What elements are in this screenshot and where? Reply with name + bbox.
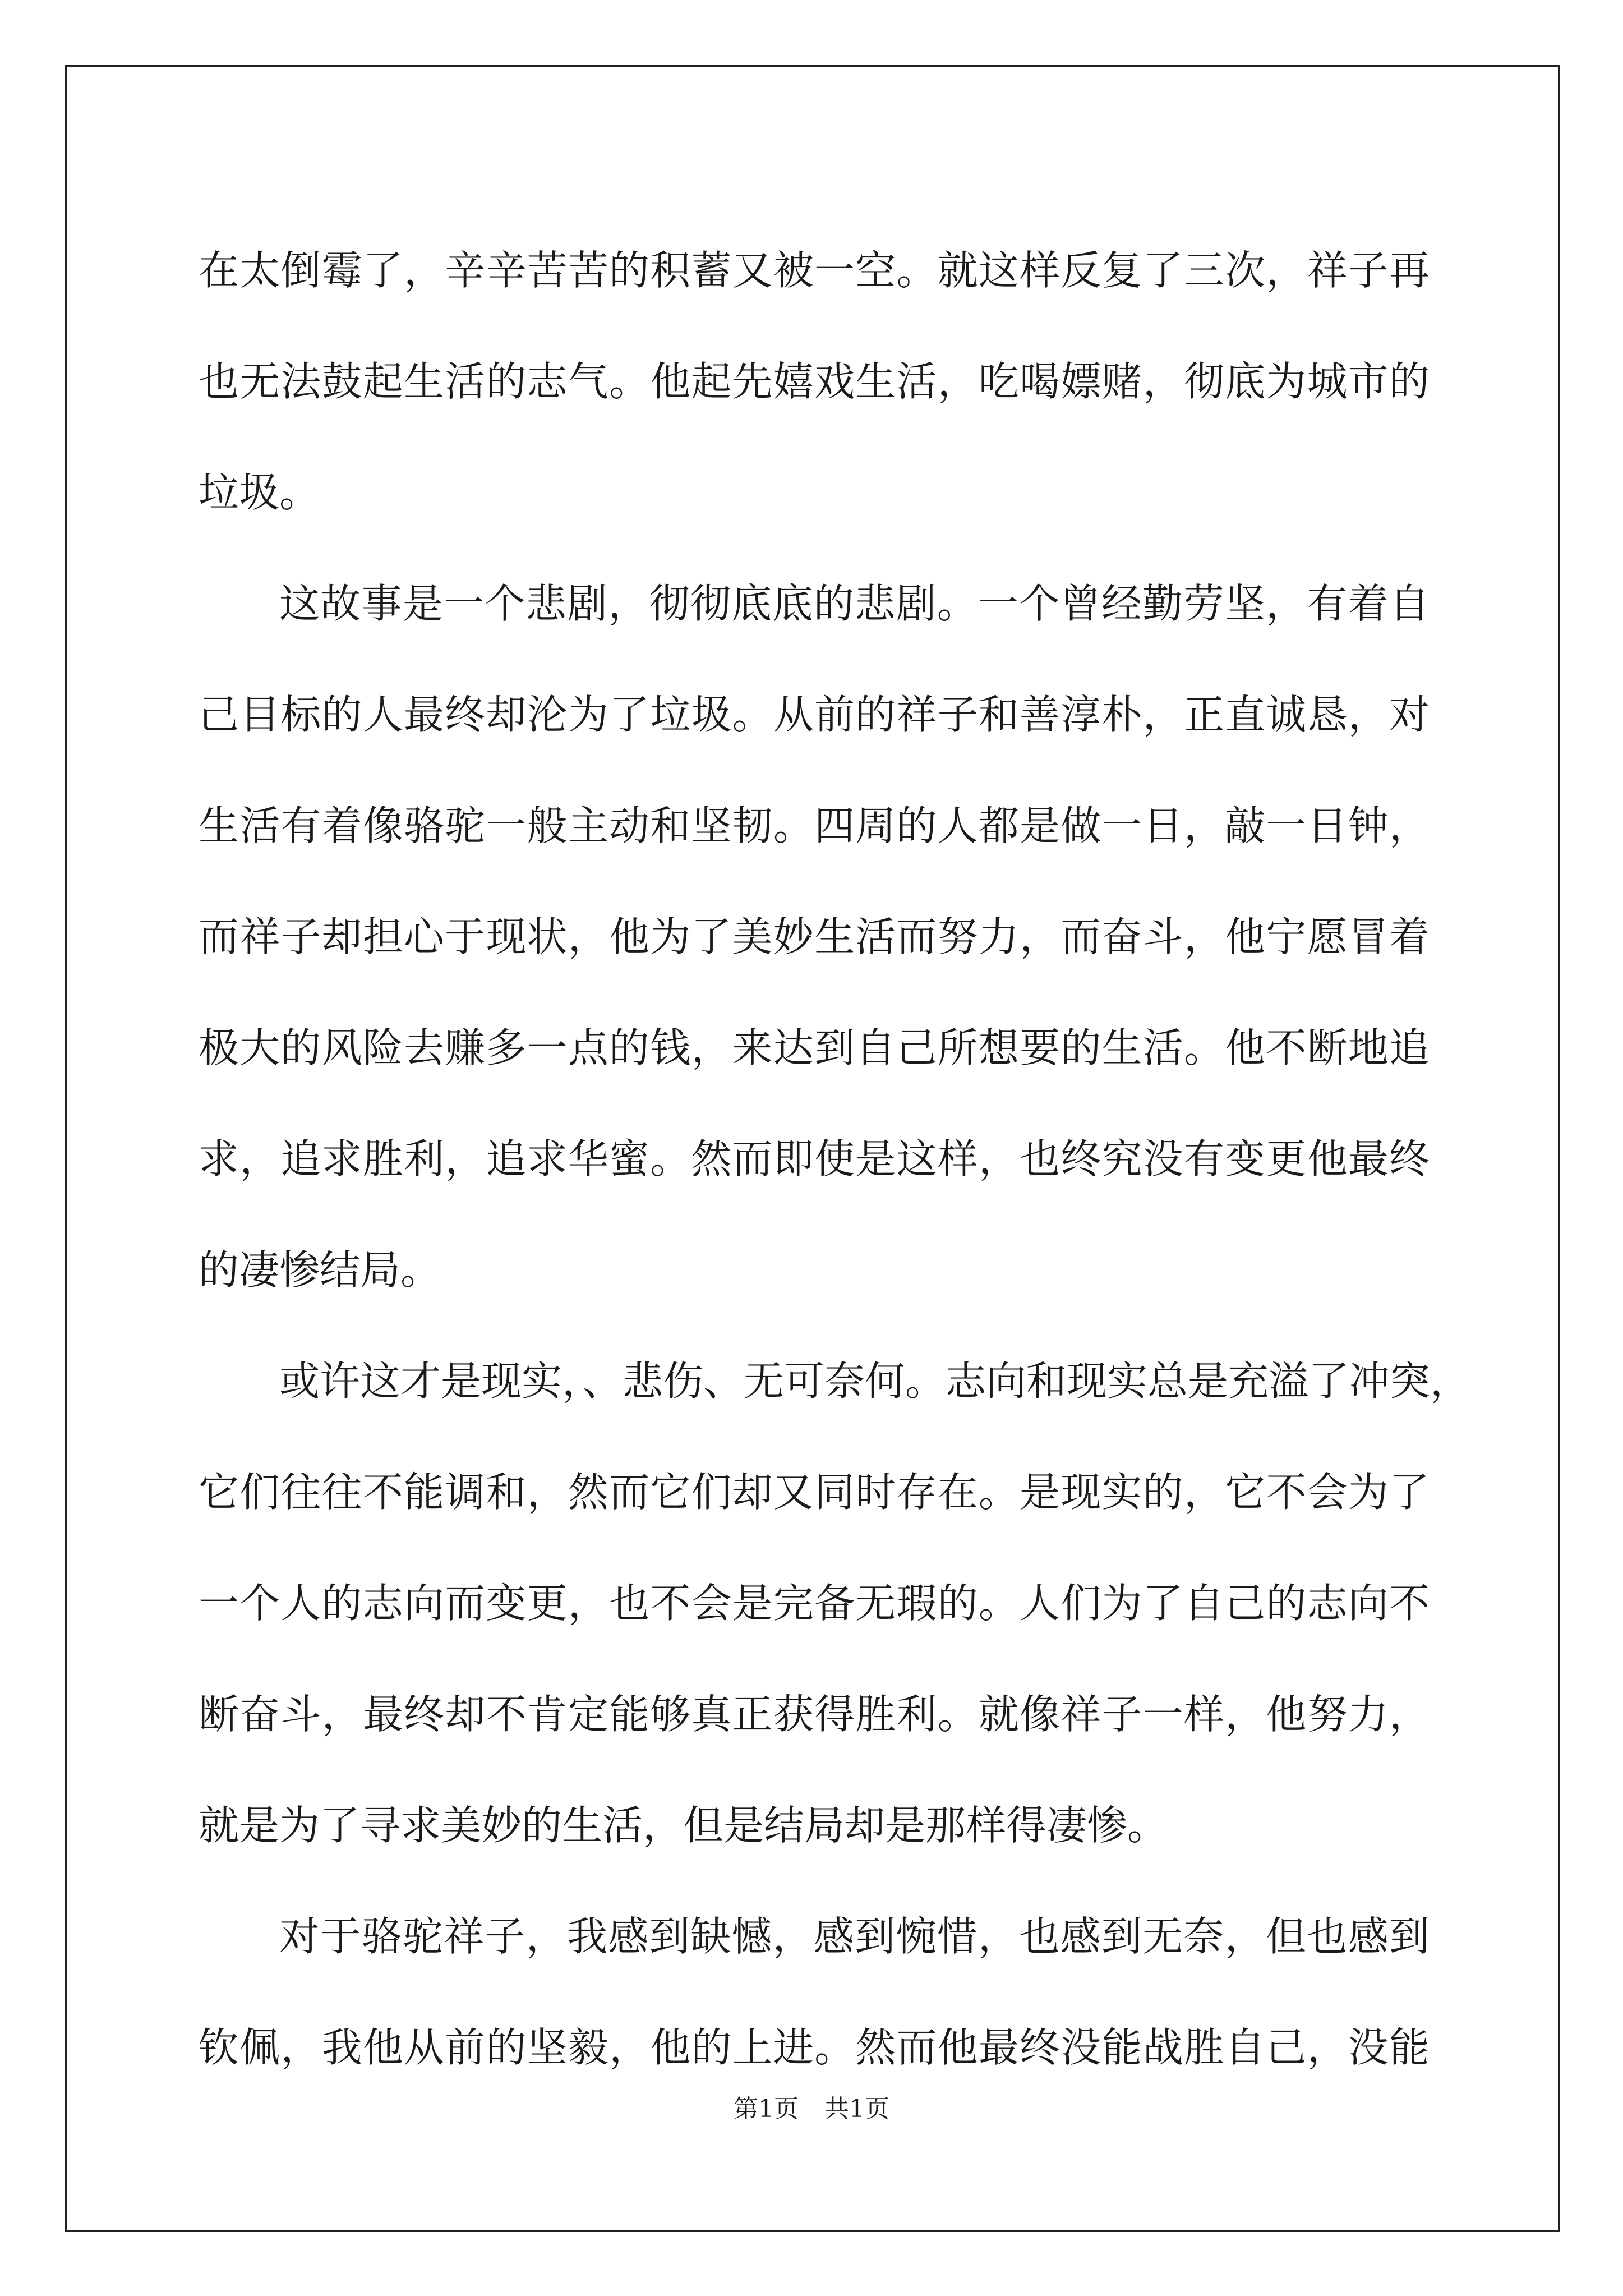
page-number-current: 第1页 [734, 2095, 799, 2123]
text-line: 求，追求胜利，追求华蜜。然而即使是这样，也终究没有变更他最终 [199, 1135, 1430, 1182]
text-line: 也无法鼓起生活的志气。他起先嬉戏生活，吃喝嫖赌，彻底为城市的 [199, 358, 1430, 405]
text-line: 对于骆驼祥子，我感到缺憾，感到惋惜，也感到无奈，但也感到 [279, 1913, 1430, 1960]
text-line: 在太倒霉了，辛辛苦苦的积蓄又被一空。就这样反复了三次，祥子再 [199, 247, 1430, 294]
page-footer [0, 2092, 1623, 2126]
text-line: 这故事是一个悲剧，彻彻底底的悲剧。一个曾经勤劳坚，有着自 [279, 580, 1430, 627]
text-line: 垃圾。 [199, 469, 320, 516]
text-line: 生活有着像骆驼一般主动和坚韧。四周的人都是做一日，敲一日钟， [199, 802, 1430, 849]
text-line: 己目标的人最终却沦为了垃圾。从前的祥子和善淳朴，正直诚恳，对 [199, 691, 1430, 738]
text-line: 而祥子却担心于现状，他为了美妙生活而努力，而奋斗，他宁愿冒着 [199, 913, 1430, 960]
body-text [199, 215, 1471, 2103]
text-line: 它们往往不能调和，然而它们却又同时存在。是现实的，它不会为了 [199, 1469, 1430, 1516]
text-line: 就是为了寻求美妙的生活，但是结局却是那样得凄惨。 [199, 1802, 1168, 1849]
text-line: 钦佩，我他从前的坚毅，他的上进。然而他最终没能战胜自己，没能 [199, 2024, 1430, 2071]
text-line: 断奋斗，最终却不肯定能够真正获得胜利。就像祥子一样，他努力， [199, 1691, 1430, 1738]
page-number-total: 共1页 [824, 2095, 889, 2123]
text-line: 或许这才是现实，、悲伤、无可奈何。志向和现实总是充溢了冲突， [279, 1358, 1471, 1405]
text-line: 的凄惨结局。 [199, 1246, 441, 1294]
text-line: 一个人的志向而变更，也不会是完备无瑕的。人们为了自己的志向不 [199, 1580, 1430, 1627]
text-line: 极大的风险去赚多一点的钱，来达到自己所想要的生活。他不断地追 [199, 1024, 1430, 1071]
